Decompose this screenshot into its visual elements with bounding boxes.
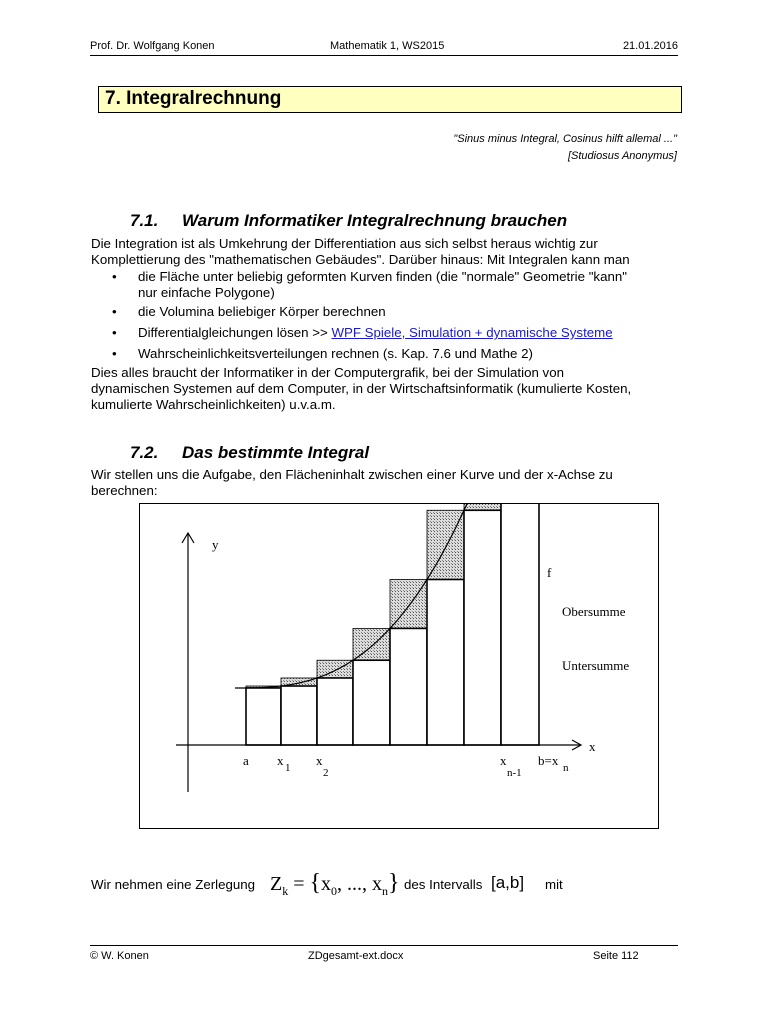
header-rule	[90, 55, 678, 56]
tick-x1-sub: 1	[285, 762, 291, 774]
partition-sentence	[91, 870, 691, 900]
text-line: des Intervalls	[404, 877, 483, 892]
bullet-dot-icon: •	[112, 269, 117, 284]
text-line: mit	[545, 877, 563, 892]
text-line: die Volumina beliebiger Körper berechnen	[138, 304, 386, 319]
formula-eq: =	[293, 873, 305, 895]
text-line: dynamischen Systemen auf dem Computer, in der Wirtschaftsinformatik (kumulierte Kosten,	[91, 381, 632, 396]
formula-brace-close: }	[388, 870, 400, 896]
y-axis-label: y	[212, 537, 219, 552]
bullet-dot-icon: •	[112, 346, 117, 361]
lower-sum-rect	[317, 678, 353, 745]
lower-sum-rect	[246, 688, 281, 745]
section-heading-7-2	[130, 443, 690, 465]
copyright-icon: ©	[90, 950, 99, 962]
footer-rule	[90, 945, 678, 946]
tick-x2-sub: 2	[323, 767, 329, 779]
text-line: Wahrscheinlichkeitsverteilungen rechnen (s. Kap. 7.6 und Mathe 2)	[138, 346, 533, 361]
quote-source: [Studiosus Anonymus]	[567, 150, 677, 162]
tick-x2: x	[316, 753, 323, 768]
bullet-dot-icon: •	[112, 325, 117, 340]
section1-outro	[91, 365, 691, 413]
formula-x0-sub: 0	[331, 884, 338, 898]
tick-xn1-sub: n-1	[507, 767, 522, 779]
text-line: kumulierte Wahrscheinlichkeiten) u.v.a.m.	[91, 397, 336, 412]
page-header	[90, 40, 678, 56]
text-line: Wir nehmen eine Zerlegung	[91, 877, 256, 892]
upper-sum-strip	[427, 510, 464, 579]
section-number: 7.1.	[130, 211, 159, 230]
formula-z: Z	[270, 873, 283, 895]
chapter-title-box	[98, 86, 682, 113]
tick-b-sub: n	[563, 762, 569, 774]
tick-b: b=x	[538, 753, 559, 768]
tick-x1: x	[277, 753, 284, 768]
upper-sum-label: Obersumme	[562, 604, 626, 619]
chapter-title: 7. Integralrechnung	[105, 88, 282, 109]
upper-sum-strip	[390, 579, 427, 628]
header-author: Prof. Dr. Wolfgang Konen	[90, 40, 215, 52]
text-line: Die Integration ist als Umkehrung der Differentiation aus sich selbst heraus wichtig zur	[91, 236, 598, 251]
text-line: Dies alles braucht der Informatiker in der Computergrafik, bei der Simulation von	[91, 365, 564, 380]
lower-sum-rect	[501, 504, 539, 745]
section-heading-7-1	[130, 211, 690, 233]
footer-author: © W. Konen	[90, 950, 149, 962]
curve-label: f	[547, 565, 552, 580]
upper-sum-strip	[353, 628, 390, 660]
formula-x0: x	[321, 873, 332, 895]
bullet-dot-icon: •	[112, 304, 117, 319]
formula-z-sub: k	[282, 884, 289, 898]
lower-sum-rect	[390, 628, 427, 745]
section1-intro	[91, 236, 691, 268]
section-number: 7.2.	[130, 443, 159, 462]
text-line: die Fläche unter beliebig geformten Kurven finden (die "normale" Geometrie "kann"	[138, 269, 627, 284]
text-line: Wir stellen uns die Aufgabe, den Flächeninhalt zwischen einer Kurve und der x-Achse zu	[91, 467, 613, 482]
text-line: nur einfache Polygone)	[138, 285, 275, 300]
lower-sum-rect	[464, 510, 501, 745]
footer-file: ZDgesamt-ext.docx	[308, 950, 404, 962]
integral-diagram	[140, 504, 660, 830]
formula-xn-sub: n	[382, 884, 389, 898]
riemann-rectangles	[246, 504, 539, 745]
integral-figure	[139, 503, 659, 829]
lower-sum-rect	[281, 686, 317, 745]
footer-page: Seite 112	[593, 950, 639, 962]
header-date: 21.01.2016	[622, 40, 678, 52]
formula-dots: , ...,	[337, 873, 373, 895]
interval-notation: [a,b]	[491, 873, 525, 892]
text-line: berechnen:	[91, 483, 158, 498]
section2-intro	[91, 467, 691, 499]
lower-sum-label: Untersumme	[562, 658, 630, 673]
header-course: Mathematik 1, WS2015	[330, 40, 445, 52]
quote-text: "Sinus minus Integral, Cosinus hilft allemal ..."	[453, 133, 677, 145]
upper-sum-strip	[464, 504, 501, 510]
wpf-link[interactable]: WPF Spiele, Simulation + dynamische Systeme	[331, 325, 613, 340]
text-line: Differentialgleichungen lösen >>	[138, 325, 332, 340]
formula-brace-open: {	[309, 870, 322, 896]
formula-xn: x	[372, 873, 383, 895]
section-title: Warum Informatiker Integralrechnung brauchen	[182, 211, 568, 230]
lower-sum-rect	[427, 579, 464, 745]
tick-a: a	[243, 753, 249, 768]
partition-formula	[270, 870, 400, 899]
text-line: Komplettierung des "mathematischen Gebäudes". Darüber hinaus: Mit Integralen kann man	[91, 252, 630, 267]
lower-sum-rect	[353, 660, 390, 745]
tick-xn1: x	[500, 753, 507, 768]
section-title: Das bestimmte Integral	[182, 443, 370, 462]
upper-sum-strip	[317, 660, 353, 678]
x-axis-label: x	[589, 739, 596, 754]
